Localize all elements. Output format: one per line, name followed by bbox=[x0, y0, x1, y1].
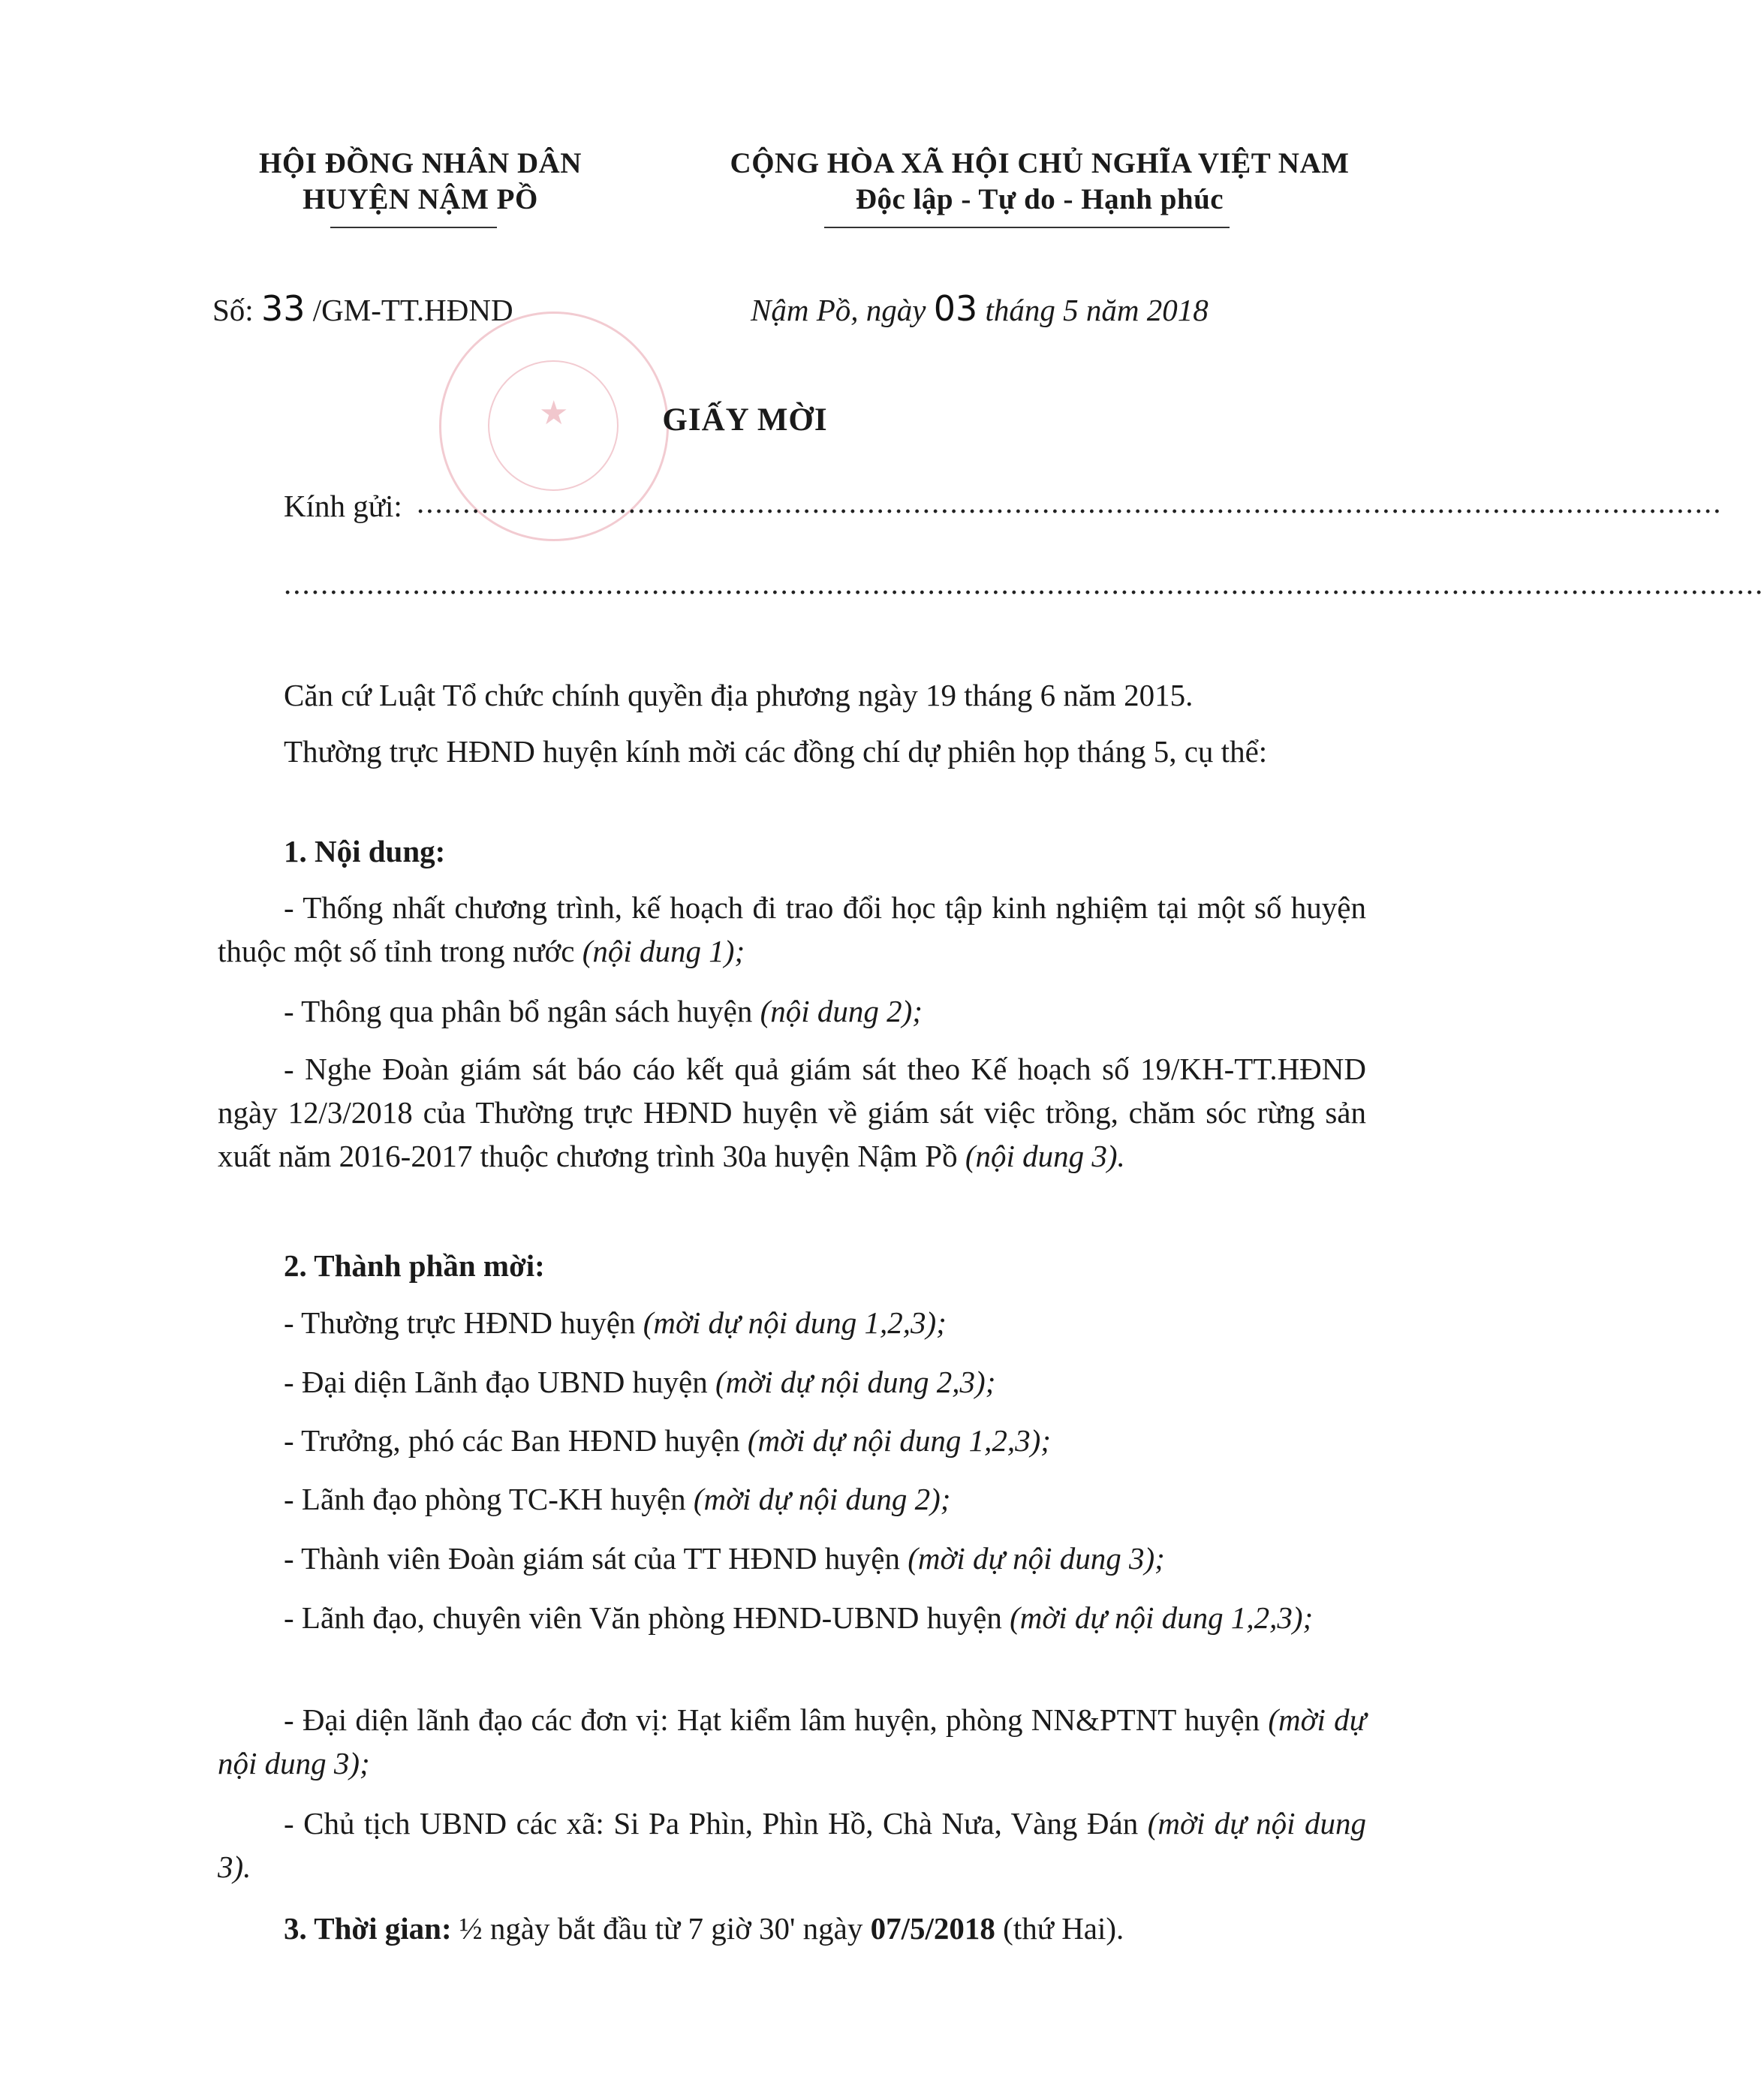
section1-item-1: - Thống nhất chương trình, kế hoạch đi trao đổi học tập kinh nghiệm tại một số huyện thuộc một số tỉnh trong nước (nội dung 1); bbox=[218, 890, 1366, 968]
section2-item-3: - Trưởng, phó các Ban HĐND huyện (mời dự nội dung 1,2,3); bbox=[284, 1423, 1051, 1458]
section2-item-2: - Đại diện Lãnh đạo UBND huyện (mời dự nội dung 2,3); bbox=[284, 1365, 996, 1399]
section1-item-3: - Nghe Đoàn giám sát báo cáo kết quả giám sát theo Kế hoạch số 19/KH-TT.HĐND ngày 12/3/2018 của Thường trực HĐND huyện về giám sát việc trồng, chăm sóc rừng sản xuất năm 2016-2017 thuộc chương trình 30a huyện Nậm Pồ (nội dung 3). bbox=[218, 1052, 1366, 1173]
recipient-dotted-line-1: .............................................................................................................................................. bbox=[417, 485, 1723, 519]
doc-number bbox=[212, 287, 513, 332]
doc-number-prefix: Số: bbox=[212, 293, 254, 327]
doc-number-suffix: /GM-TT.HĐND bbox=[312, 293, 513, 327]
section2-item-1: - Thường trực HĐND huyện (mời dự nội dung 1,2,3); bbox=[284, 1305, 947, 1340]
motto-underline bbox=[824, 227, 1230, 228]
national-motto: Độc lập - Tự do - Hạnh phúc bbox=[855, 183, 1224, 215]
section2-item-7: - Đại diện lãnh đạo các đơn vị: Hạt kiểm lâm huyện, phòng NN&PTNT huyện (mời dự nội dung 3); bbox=[218, 1702, 1366, 1780]
org-underline bbox=[330, 227, 497, 228]
seal-star-icon: ★ bbox=[539, 395, 569, 432]
section1-item-2: - Thông qua phân bổ ngân sách huyện (nội dung 2); bbox=[284, 994, 923, 1028]
document-title: GIẤY MỜI bbox=[662, 402, 828, 438]
org-name-line2: HUYỆN NẬM PỒ bbox=[303, 183, 538, 215]
date-line bbox=[751, 287, 1209, 332]
section2-item-8: - Chủ tịch UBND các xã: Si Pa Phìn, Phìn Hồ, Chà Nưa, Vàng Đán (mời dự nội dung 3). bbox=[218, 1806, 1366, 1884]
national-title: CỘNG HÒA XÃ HỘI CHỦ NGHĨA VIỆT NAM bbox=[730, 147, 1350, 179]
org-name-line1: HỘI ĐỒNG NHÂN DÂN bbox=[259, 147, 582, 179]
intro-paragraph: Thường trực HĐND huyện kính mời các đồng chí dự phiên họp tháng 5, cụ thể: bbox=[284, 734, 1268, 769]
date-place: Nậm Pồ, ngày bbox=[751, 293, 926, 327]
section1-heading: 1. Nội dung: bbox=[284, 834, 446, 868]
section2-item-6: - Lãnh đạo, chuyên viên Văn phòng HĐND-UBND huyện (mời dự nội dung 1,2,3); bbox=[284, 1600, 1314, 1635]
date-day: 03 bbox=[933, 288, 978, 329]
date-rest: tháng 5 năm 2018 bbox=[985, 293, 1209, 327]
legal-basis: Căn cứ Luật Tổ chức chính quyền địa phương ngày 19 tháng 6 năm 2015. bbox=[284, 678, 1194, 712]
section2-item-5: - Thành viên Đoàn giám sát của TT HĐND huyện (mời dự nội dung 3); bbox=[284, 1541, 1165, 1576]
recipient-dotted-line-2: ................................................................................................................................................................. bbox=[284, 566, 1764, 601]
section2-item-4: - Lãnh đạo phòng TC-KH huyện (mời dự nội dung 2); bbox=[284, 1482, 951, 1516]
recipient-label: Kính gửi: bbox=[284, 489, 402, 523]
section2-heading: 2. Thành phần mời: bbox=[284, 1248, 545, 1283]
doc-number-value: 33 bbox=[260, 288, 306, 329]
section3-time: 3. Thời gian: ½ ngày bắt đầu từ 7 giờ 30' ngày 07/5/2018 (thứ Hai). bbox=[284, 1911, 1124, 1946]
